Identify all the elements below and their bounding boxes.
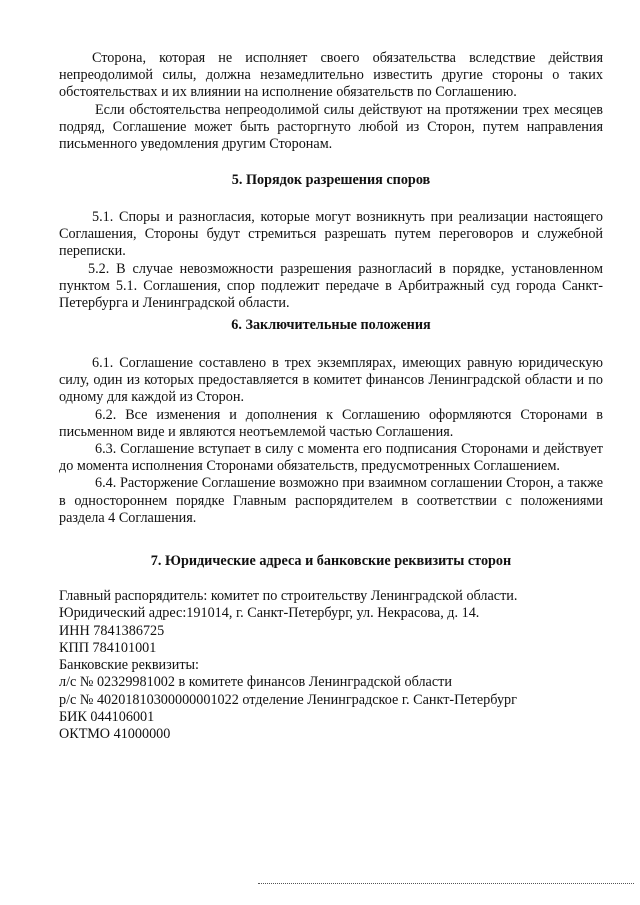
force-majeure-termination-paragraph: Если обстоятельства непреодолимой силы действуют на протяжении трех месяцев подряд, Соглашение может быть расторгнуто любой из Сторон, путем направления письменного уведомления другим Сторонам.	[59, 101, 603, 153]
requisite-inn: ИНН 7841386725	[59, 622, 165, 639]
requisite-settlement-account: р/с № 40201810300000001022 отделение Ленинградское г. Санкт-Петербург	[59, 691, 517, 708]
clause-6-3: 6.3. Соглашение вступает в силу с момента его подписания Сторонами и действует до момента исполнения Сторонами обязательств, предусмотренных Соглашением.	[59, 441, 603, 475]
requisite-oktmo: ОКТМО 41000000	[59, 726, 171, 743]
clause-5-1: 5.1. Споры и разногласия, которые могут возникнуть при реализации настоящего Соглашения, Стороны будут стремиться разрешать путем переговоров и служебной переписки.	[59, 209, 603, 260]
section6-body	[59, 355, 603, 527]
clause-6-2: 6.2. Все изменения и дополнения к Соглашению оформляются Сторонами в письменном виде и являются неотъемлемой частью Соглашения.	[59, 406, 603, 440]
requisite-bik: БИК 044106001	[59, 709, 155, 726]
section6-heading: 6. Заключительные положения	[231, 317, 431, 333]
section5-heading: 5. Порядок разрешения споров	[231, 172, 431, 188]
section7-heading: 7. Юридические адреса и банковские реквизиты сторон	[150, 553, 512, 569]
force-majeure-notice-paragraph: Сторона, которая не исполняет своего обязательства вследствие действия непреодолимой силы, должна незамедлительно известить другие стороны о таких обстоятельствах и их влиянии на исполнение обязательств по Соглашению.	[59, 50, 603, 101]
section4-tail	[59, 50, 603, 153]
requisites-block	[59, 588, 603, 744]
requisite-bank-heading: Банковские реквизиты:	[59, 657, 199, 674]
requisite-personal-account: л/с № 02329981002 в комитете финансов Ленинградской области	[59, 674, 452, 691]
requisite-kpp: КПП 784101001	[59, 639, 157, 656]
clause-5-2: 5.2. В случае невозможности разрешения разногласий в порядке, установленном пунктом 5.1. Соглашения, спор подлежит передаче в Арбитражный суд города Санкт-Петербурга и Ленинградской области.	[59, 260, 603, 312]
footer-divider	[258, 883, 634, 884]
requisite-legal-address: Юридический адрес:191014, г. Санкт-Петербург, ул. Некрасова, д. 14.	[59, 605, 480, 622]
clause-6-4: 6.4. Расторжение Соглашение возможно при взаимном соглашении Сторон, а также в одностороннем порядке Главным распорядителем в соответствии с положениями раздела 4 Соглашения.	[59, 475, 603, 526]
clause-6-1: 6.1. Соглашение составлено в трех экземплярах, имеющих равную юридическую силу, один из которых предоставляется в комитет финансов Ленинградской области и по одному для каждой из Сторон.	[59, 355, 603, 406]
section5-body	[59, 209, 603, 312]
requisite-main-administrator: Главный распорядитель: комитет по строительству Ленинградской области.	[59, 588, 518, 604]
